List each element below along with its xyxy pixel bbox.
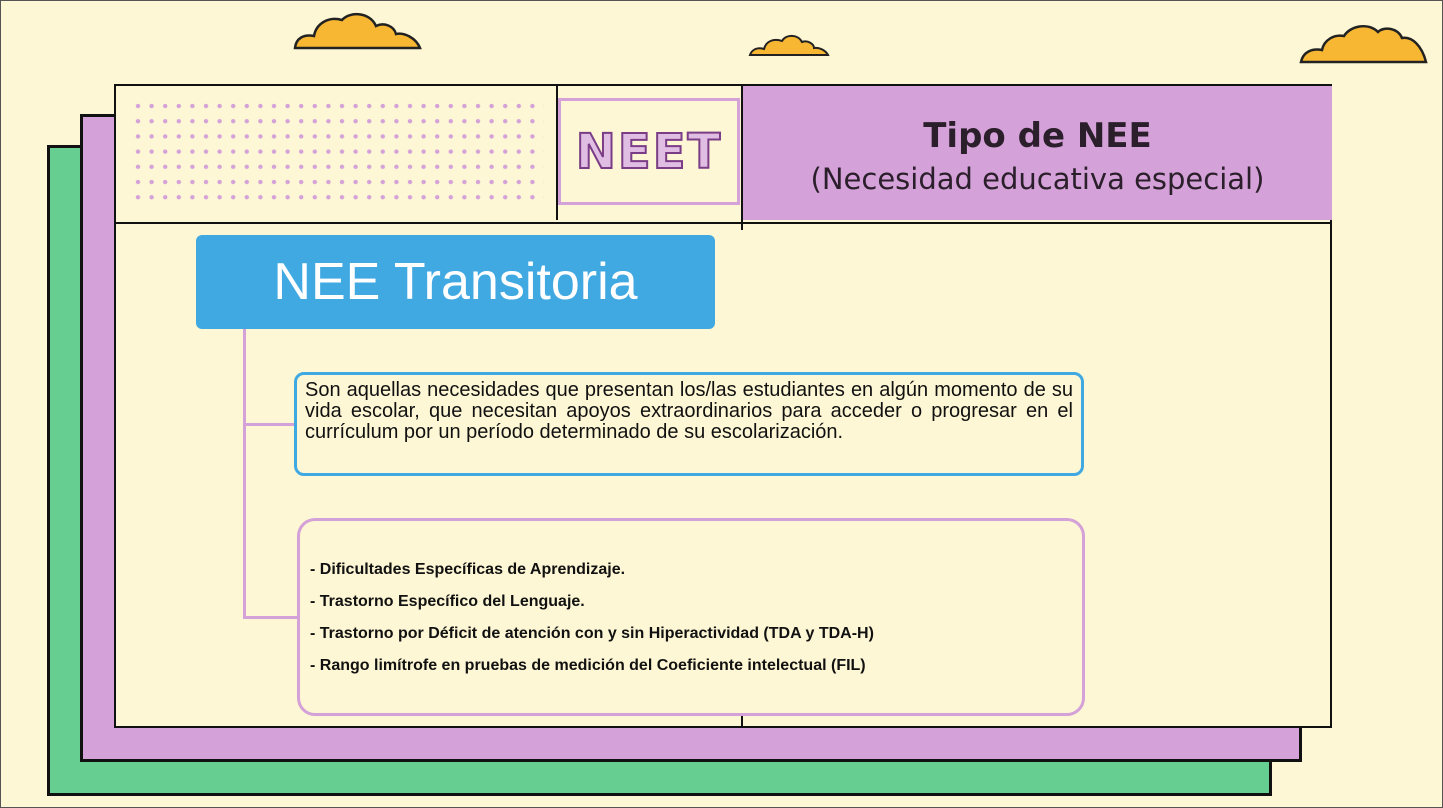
dots-panel bbox=[116, 86, 558, 220]
section-title: NEE Transitoria bbox=[273, 253, 638, 311]
list-item: - Trastorno por Déficit de atención con y sin Hiperactividad (TDA y TDA-H) bbox=[310, 625, 874, 642]
logo-text: NEET bbox=[575, 123, 723, 180]
neet-logo bbox=[558, 98, 740, 205]
connector-vertical bbox=[243, 329, 246, 619]
page-subtitle: (Necesidad educativa especial) bbox=[810, 162, 1265, 196]
dot-pattern bbox=[134, 102, 544, 206]
connector-to-list bbox=[243, 616, 298, 619]
description-box bbox=[294, 372, 1084, 476]
connector-to-description bbox=[243, 423, 295, 426]
header-row bbox=[116, 86, 1330, 224]
header-divider bbox=[741, 86, 743, 230]
list-item: - Rango limítrofe en pruebas de medición del Coeficiente intelectual (FIL) bbox=[310, 657, 866, 674]
title-panel bbox=[743, 86, 1332, 220]
description-text: Son aquellas necesidades que presentan los/las estudiantes en algún momento de su vida escolar, que necesitan apoyos extraordinarios para acceder o progresar en el currículum por un período determinado de su escolarización. bbox=[305, 379, 1073, 443]
list-item: - Dificultades Específicas de Aprendizaje. bbox=[310, 561, 626, 578]
conditions-list bbox=[297, 518, 1085, 716]
page-title: Tipo de NEE bbox=[923, 116, 1152, 156]
main-sheet bbox=[114, 84, 1332, 728]
section-heading-box bbox=[196, 235, 715, 329]
bottom-tick bbox=[741, 716, 743, 726]
cloud-icon bbox=[292, 12, 424, 52]
cloud-icon bbox=[1298, 22, 1430, 66]
list-item: - Trastorno Específico del Lenguaje. bbox=[310, 593, 585, 610]
cloud-icon bbox=[748, 32, 830, 58]
